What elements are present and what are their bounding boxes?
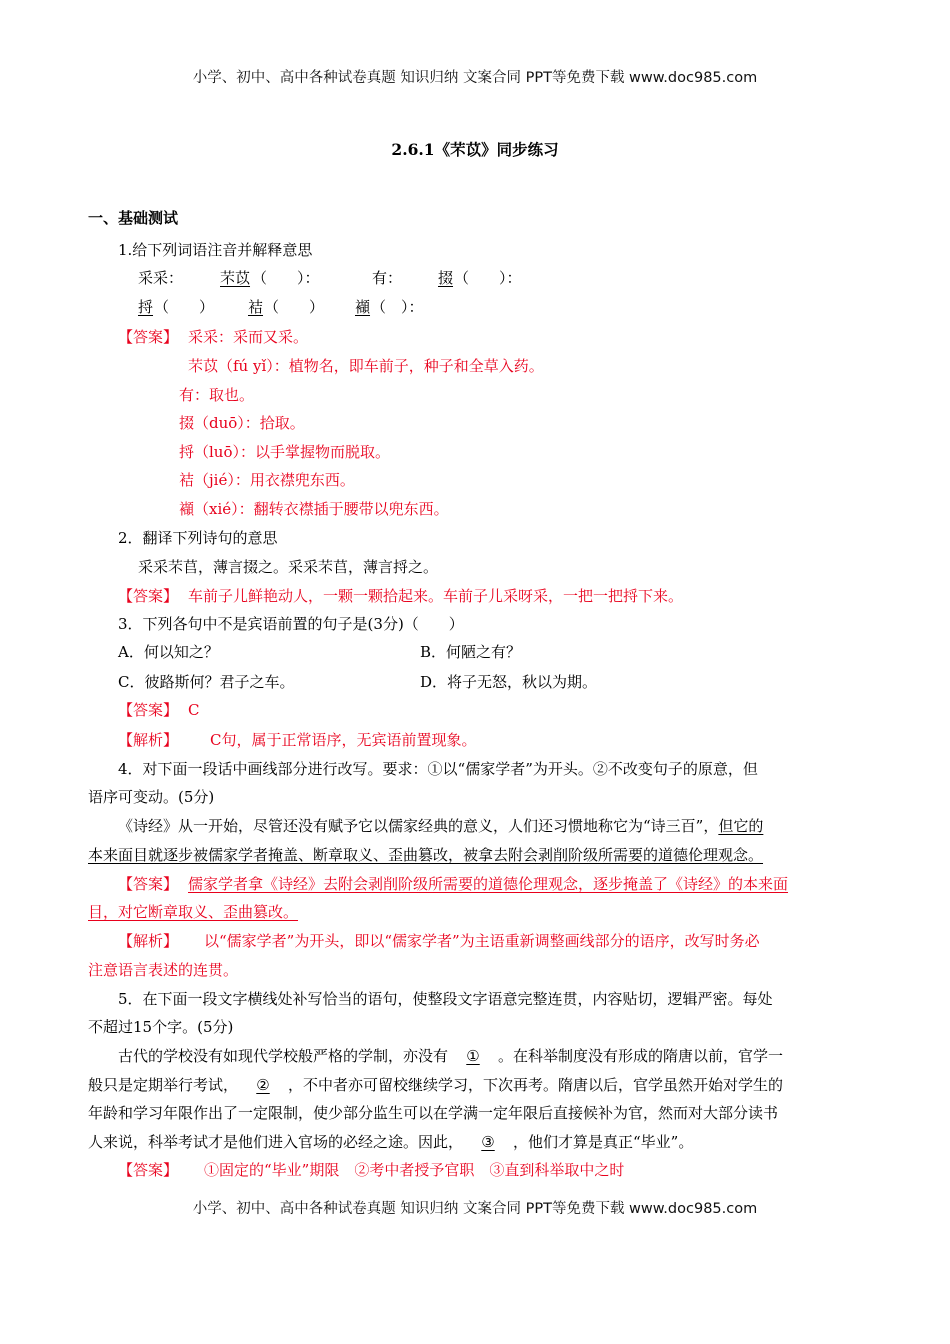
q5-blank-3: ③: [481, 1133, 495, 1151]
q1-row2-word-luo: 捋: [138, 298, 154, 316]
q1-row1-blank-2: （ ）：: [454, 269, 522, 287]
q5-answer: ①固定的“毕业”期限 ②考中者授予官职 ③直到科举取中之时: [204, 1161, 625, 1179]
q1-answer-line: 采采：采而又采。: [188, 328, 309, 346]
q4-passage-plain: 《诗经》从一开始，尽管还没有赋予它以儒家经典的意义，人们还习惯地称它为“诗三百”，: [118, 817, 719, 835]
page-footer: 小学、初中、高中各种试卷真题 知识归纳 文案合同 PPT等免费下载 www.doc985.com: [192, 1201, 758, 1217]
page-title: 2.6.1《芣苡》同步练习: [391, 140, 559, 159]
question-2-stem: 2．翻译下列诗句的意思: [118, 529, 278, 547]
page-header: 小学、初中、高中各种试卷真题 知识归纳 文案合同 PPT等免费下载 www.doc985.com: [192, 70, 758, 86]
q4-answer-line-1: 儒家学者拿《诗经》去附会剥削阶级所需要的道德伦理观念，逐步掩盖了《诗经》的本来面: [188, 875, 789, 893]
q5-text: 古代的学校没有如现代学校般严格的学制，亦没有: [118, 1047, 449, 1065]
q3-option-a: A．何以知之？: [118, 643, 219, 661]
q5-passage-line-1: [118, 1046, 783, 1066]
q1-answer-line: 芣苡（fú yǐ）：植物名，即车前子，种子和全草入药。: [188, 357, 544, 375]
q5-passage-line-3: 年龄和学习年限作出了一定限制，使少部分监生可以在学满一定年限后直接候补为官，然而对大部分读书: [88, 1104, 779, 1122]
q2-poem-line: 采采芣苢，薄言掇之。采采芣苢，薄言捋之。: [138, 558, 439, 576]
q3-option-b: B．何陋之有？: [420, 643, 522, 661]
q1-row1-word-fuyi: 芣苡: [220, 269, 251, 287]
q1-answer-line: 有：取也。: [179, 386, 255, 404]
q3-option-d: D．将子无怒，秋以为期。: [420, 673, 598, 691]
q5-text: 般只是定期举行考试，: [88, 1076, 239, 1094]
q1-row1-word-duo: 掇: [438, 269, 454, 287]
q1-row1-label-caicai: 采采：: [138, 269, 184, 287]
q4-passage-line-1: [118, 816, 763, 836]
answer-label: 【答案】: [118, 875, 179, 893]
q5-text: ，不中者亦可留校继续学习，下次再考。隋唐以后，官学虽然开始对学生的: [288, 1076, 784, 1094]
explanation-label: 【解析】: [118, 731, 179, 749]
answer-label: 【答案】: [118, 701, 179, 719]
q2-answer: 车前子儿鲜艳动人，一颗一颗拾起来。车前子儿采呀采，一把一把捋下来。: [188, 587, 684, 605]
q5-text: ，他们才算是真正“毕业”。: [513, 1133, 694, 1151]
answer-label: 【答案】: [118, 1161, 179, 1179]
q3-answer: C: [188, 701, 200, 719]
q4-passage-underlined-line-2: 本来面目就逐步被儒家学者掩盖、断章取义、歪曲篡改，被拿去附会剥削阶级所需要的道德伦理观念。: [88, 846, 764, 864]
q5-passage-line-2: [88, 1075, 783, 1095]
question-5-stem: 5．在下面一段文字横线处补写恰当的语句，使整段文字语意完整连贯，内容贴切，逻辑严密。每处: [118, 990, 773, 1008]
q1-row2-blank-1: （ ）: [154, 298, 215, 316]
answer-label: 【答案】: [118, 587, 179, 605]
q1-row1-blank: （ ）：: [252, 269, 320, 287]
q4-explanation-line-2: 注意语言表述的连贯。: [88, 961, 239, 979]
q5-text: 人来说，科举考试才是他们进入官场的必经之途。因此，: [88, 1133, 464, 1151]
question-4-stem: 4．对下面一段话中画线部分进行改写。要求：①以“儒家学者”为开头。②不改变句子的原意，但: [118, 760, 758, 778]
question-5-stem-cont: 不超过15个字。(5分): [88, 1018, 234, 1036]
section-heading: 一、基础测试: [88, 209, 179, 227]
question-3-stem: 3．下列各句中不是宾语前置的句子是(3分)（ ）: [118, 615, 464, 633]
q3-explanation: C句，属于正常语序，无宾语前置现象。: [210, 731, 477, 749]
q1-answer-line: 袺（jié）：用衣襟兜东西。: [179, 471, 355, 489]
q5-blank-2: ②: [256, 1076, 270, 1094]
q1-row1-label-you: 有：: [372, 269, 403, 287]
q5-text: 。在科举制度没有形成的隋唐以前，官学一: [498, 1047, 784, 1065]
q1-row2-word-jie: 袺: [248, 298, 264, 316]
q5-passage-line-4: [88, 1132, 693, 1152]
q4-answer-line-2: 目，对它断章取义、歪曲篡改。: [88, 903, 299, 921]
q4-passage-underlined: 但它的: [718, 817, 764, 835]
question-1-stem: 1.给下列词语注音并解释意思: [118, 241, 313, 259]
q1-answer-line: 捋（luō）：以手掌握物而脱取。: [179, 443, 390, 461]
q1-answer-line: 襭（xié）：翻转衣襟插于腰带以兜东西。: [179, 500, 449, 518]
explanation-label: 【解析】: [118, 932, 179, 950]
q3-option-c: C．彼路斯何？君子之车。: [118, 673, 295, 691]
question-4-stem-cont: 语序可变动。(5分): [88, 788, 215, 806]
q1-answer-line: 掇（duō）：拾取。: [179, 414, 305, 432]
q1-row2-blank-2: （ ）: [264, 298, 325, 316]
answer-label: 【答案】: [118, 328, 179, 346]
q1-row2-word-xie: 襭: [355, 298, 371, 316]
q1-row2-blank-3: （ ）：: [371, 298, 424, 316]
q5-blank-1: ①: [466, 1047, 480, 1065]
q4-explanation-line-1: 以“儒家学者”为开头，即以“儒家学者”为主语重新调整画线部分的语序，改写时务必: [204, 932, 760, 950]
